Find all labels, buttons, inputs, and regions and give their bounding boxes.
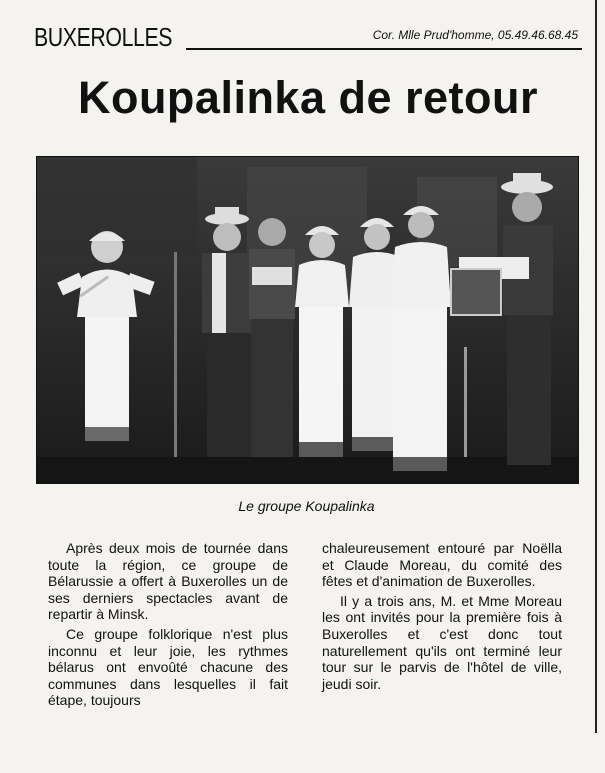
- article-column-right: [322, 540, 562, 695]
- article-paragraph: Il y a trois ans, M. et Mme Moreau les ont invités pour la première fois à Buxerolles et c'est donc tout naturellement qu'ils ont terminé leur tour sur le parvis de l'hôtel de ville, jeudi soir.: [322, 592, 562, 692]
- article-paragraph: chaleureusement entouré par Noëlla et Claude Moreau, du comité des fêtes et d'animation de Buxerolles.: [322, 540, 562, 590]
- correspondent-credit: Cor. Mlle Prud'homme, 05.49.46.68.45: [372, 28, 578, 42]
- article-column-left: [48, 540, 288, 712]
- header-bar: [34, 22, 582, 52]
- article-paragraph: Ce groupe folklorique n'est plus inconnu et leur joie, les rythmes bélarus ont envoûté chacune des communes dans lesquelles il fait étape, toujours: [48, 625, 288, 709]
- article-paragraph: Après deux mois de tournée dans toute la région, ce groupe de Bélarussie a offert à Buxerolles un de ses derniers spectacles avant de repartir à Minsk.: [48, 540, 288, 623]
- headline: Koupalinka de retour: [77, 72, 539, 123]
- page-edge: [595, 0, 597, 733]
- group-photo: [36, 156, 579, 484]
- location-heading: BUXEROLLES: [34, 22, 173, 52]
- folk-group-illustration: [37, 157, 578, 483]
- header-rule: [186, 48, 582, 50]
- photo-caption: Le groupe Koupalinka: [238, 498, 375, 514]
